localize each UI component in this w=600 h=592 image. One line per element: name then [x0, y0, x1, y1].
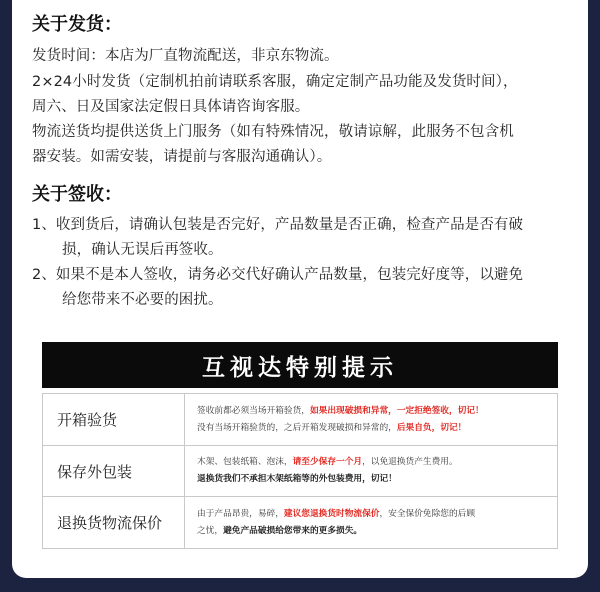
- table-row: [43, 446, 558, 497]
- row-description: [185, 497, 558, 549]
- table-row: [43, 394, 558, 446]
- notice-table: [42, 393, 558, 549]
- shipping-line: 器安装。如需安装，请提前与客服沟通确认）。: [32, 149, 332, 165]
- desc-warning: 后果自负，切记！: [396, 422, 467, 433]
- row-label: 保存外包装: [43, 446, 185, 497]
- shipping-line: 发货时间：本店为厂直物流配送，非京东物流。: [32, 48, 339, 64]
- desc-text: ，安全保价免除您的后顾: [379, 508, 475, 519]
- desc-text: ，以免退换货产生费用。: [362, 457, 458, 467]
- shipping-line: 2×24小时发货（定制机拍前请联系客服，确定定制产品功能及发货时间），: [32, 74, 518, 90]
- receiving-title: 关于签收：: [32, 184, 122, 205]
- desc-warning: 建议您退换货时物流保价: [283, 508, 380, 519]
- desc-text: 避免产品破损给您带来的更多损失。: [223, 525, 363, 536]
- desc-text: 由于产品昂贵，易碎，: [197, 508, 284, 519]
- receiving-line: 给您带来不必要的困扰。: [62, 292, 223, 308]
- shipping-line: 周六、日及国家法定假日具体请咨询客服。: [32, 99, 310, 115]
- desc-text: 之忧，: [197, 525, 224, 536]
- row-label: 开箱验货: [43, 394, 185, 446]
- desc-warning: 如果出现破损和异常，一定拒绝签收，切记！: [309, 405, 484, 416]
- row-description: [185, 394, 558, 446]
- notice-banner: 互视达特别提示: [42, 342, 558, 388]
- desc-text: 退换货我们不承担木架纸箱等的外包装费用，切记！: [197, 474, 397, 484]
- receiving-line: 损，确认无误后再签收。: [62, 242, 223, 258]
- shipping-line: 物流送货均提供送货上门服务（如有特殊情况，敬请谅解，此服务不包含机: [32, 124, 514, 140]
- desc-text: 没有当场开箱验货的，之后开箱发现破损和异常的，: [197, 422, 397, 433]
- shipping-title: 关于发货：: [32, 14, 122, 35]
- table-row: [43, 497, 558, 549]
- receiving-line: 1、收到货后，请确认包装是否完好，产品数量是否正确，检查产品是否有破: [32, 217, 524, 233]
- row-description: [185, 446, 558, 497]
- row-label: 退换货物流保价: [43, 497, 185, 549]
- desc-text: 木架、包装纸箱、泡沫，: [197, 457, 293, 467]
- desc-warning: 请至少保存一个月: [292, 457, 363, 467]
- content-card: [12, 0, 588, 578]
- receiving-line: 2、如果不是本人签收，请务必交代好确认产品数量，包装完好度等，以避免: [32, 267, 524, 283]
- desc-text: 签收前都必须当场开箱验货，: [197, 405, 310, 416]
